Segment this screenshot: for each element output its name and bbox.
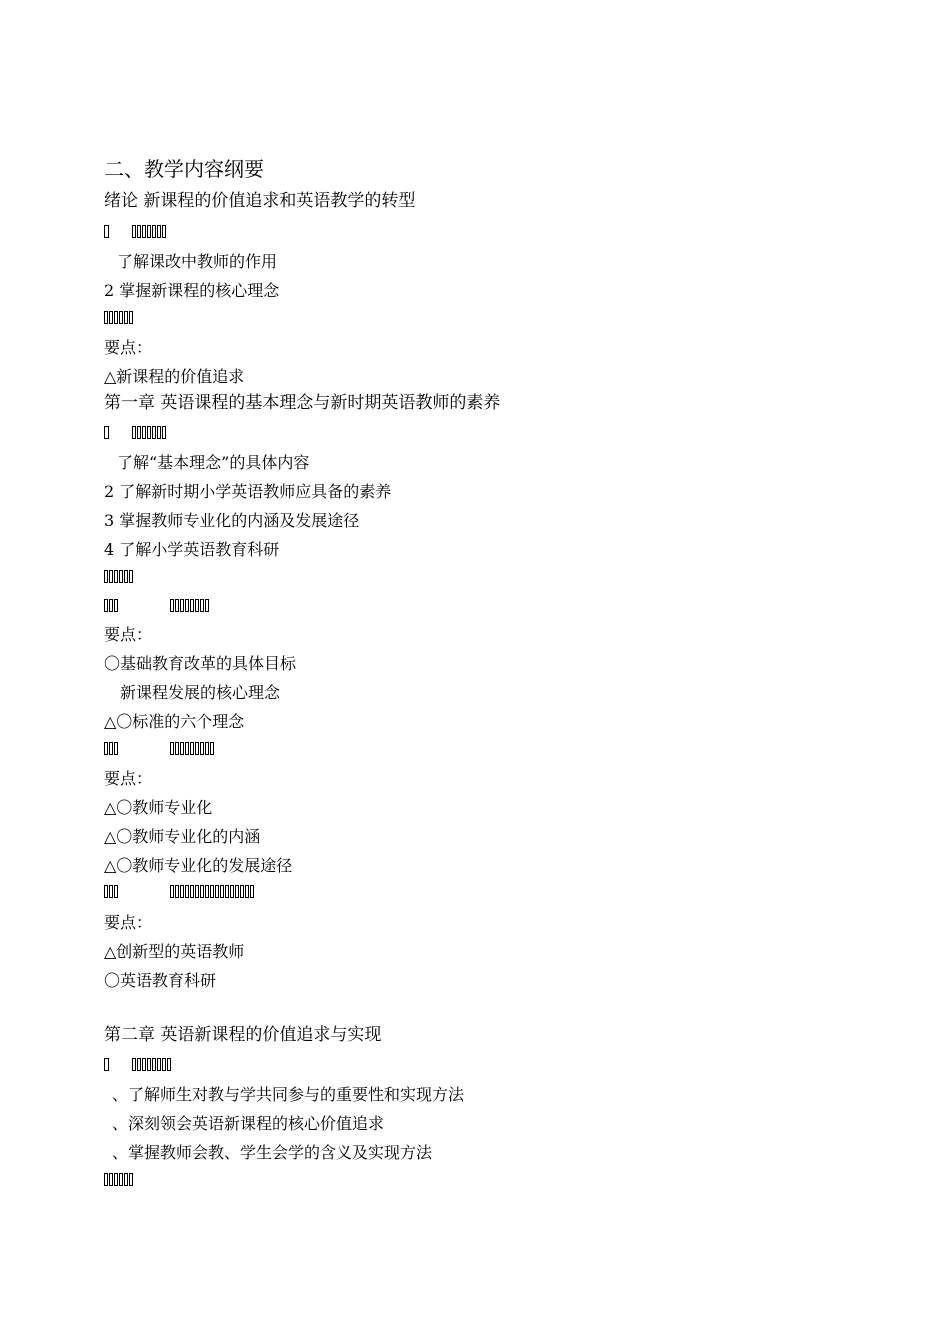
chapter1-item-2: 2 了解新时期小学英语教师应具备的素养 (104, 482, 392, 501)
intro-content-label (104, 309, 133, 325)
chapter1-key-point-1-1: 〇基础教育改革的具体目标 (104, 654, 297, 673)
chapter2-title: 第二章 英语新课程的价值追求与实现 (104, 1025, 382, 1045)
intro-key-label: 要点： (104, 338, 153, 357)
chapter2-item-2: 、深刻领会英语新课程的核心价值追求 (112, 1114, 385, 1133)
intro-title: 绪论 新课程的价值追求和英语教学的转型 (104, 191, 416, 211)
chapter1-key-point-3-2: 〇英语教育科研 (104, 971, 217, 990)
chapter1-key-label-2: 要点： (104, 769, 153, 788)
chapter2-objectives-label (104, 1056, 171, 1072)
chapter2-item-1: 、了解师生对教与学共同参与的重要性和实现方法 (112, 1085, 465, 1104)
chapter1-section2-label (104, 740, 214, 756)
chapter1-key-point-2-3: △〇教师专业化的发展途径 (104, 856, 293, 875)
chapter1-section1-label (104, 597, 209, 613)
intro-item-1: 了解课改中教师的作用 (117, 252, 278, 271)
chapter1-key-point-2-2: △〇教师专业化的内涵 (104, 827, 261, 846)
intro-item-2: 2 掌握新课程的核心理念 (104, 281, 280, 300)
chapter1-section3-label (104, 883, 254, 899)
section-heading: 二、教学内容纲要 (104, 157, 264, 181)
chapter1-key-point-3-1: △创新型的英语教师 (104, 942, 245, 961)
chapter2-content-label (104, 1171, 133, 1187)
chapter1-title: 第一章 英语课程的基本理念与新时期英语教师的素养 (104, 393, 501, 413)
chapter1-key-point-2-1: △〇教师专业化 (104, 798, 213, 817)
chapter1-key-label-3: 要点： (104, 913, 153, 932)
chapter1-item-3: 3 掌握教师专业化的内涵及发展途径 (104, 511, 360, 530)
chapter1-key-point-1-2: 新课程发展的核心理念 (120, 683, 281, 702)
chapter1-item-4: 4 了解小学英语教育科研 (104, 540, 280, 559)
chapter1-item-1: 了解“基本理念”的具体内容 (117, 453, 310, 472)
chapter1-content-label (104, 568, 133, 584)
chapter1-key-point-1-3: △〇标准的六个理念 (104, 712, 245, 731)
chapter1-objectives-label (104, 424, 166, 440)
intro-key-point-1: △新课程的价值追求 (104, 367, 245, 386)
chapter1-key-label-1: 要点： (104, 625, 153, 644)
chapter2-item-3: 、掌握教师会教、学生会学的含义及实现方法 (112, 1143, 433, 1162)
intro-objectives-label (104, 223, 166, 239)
